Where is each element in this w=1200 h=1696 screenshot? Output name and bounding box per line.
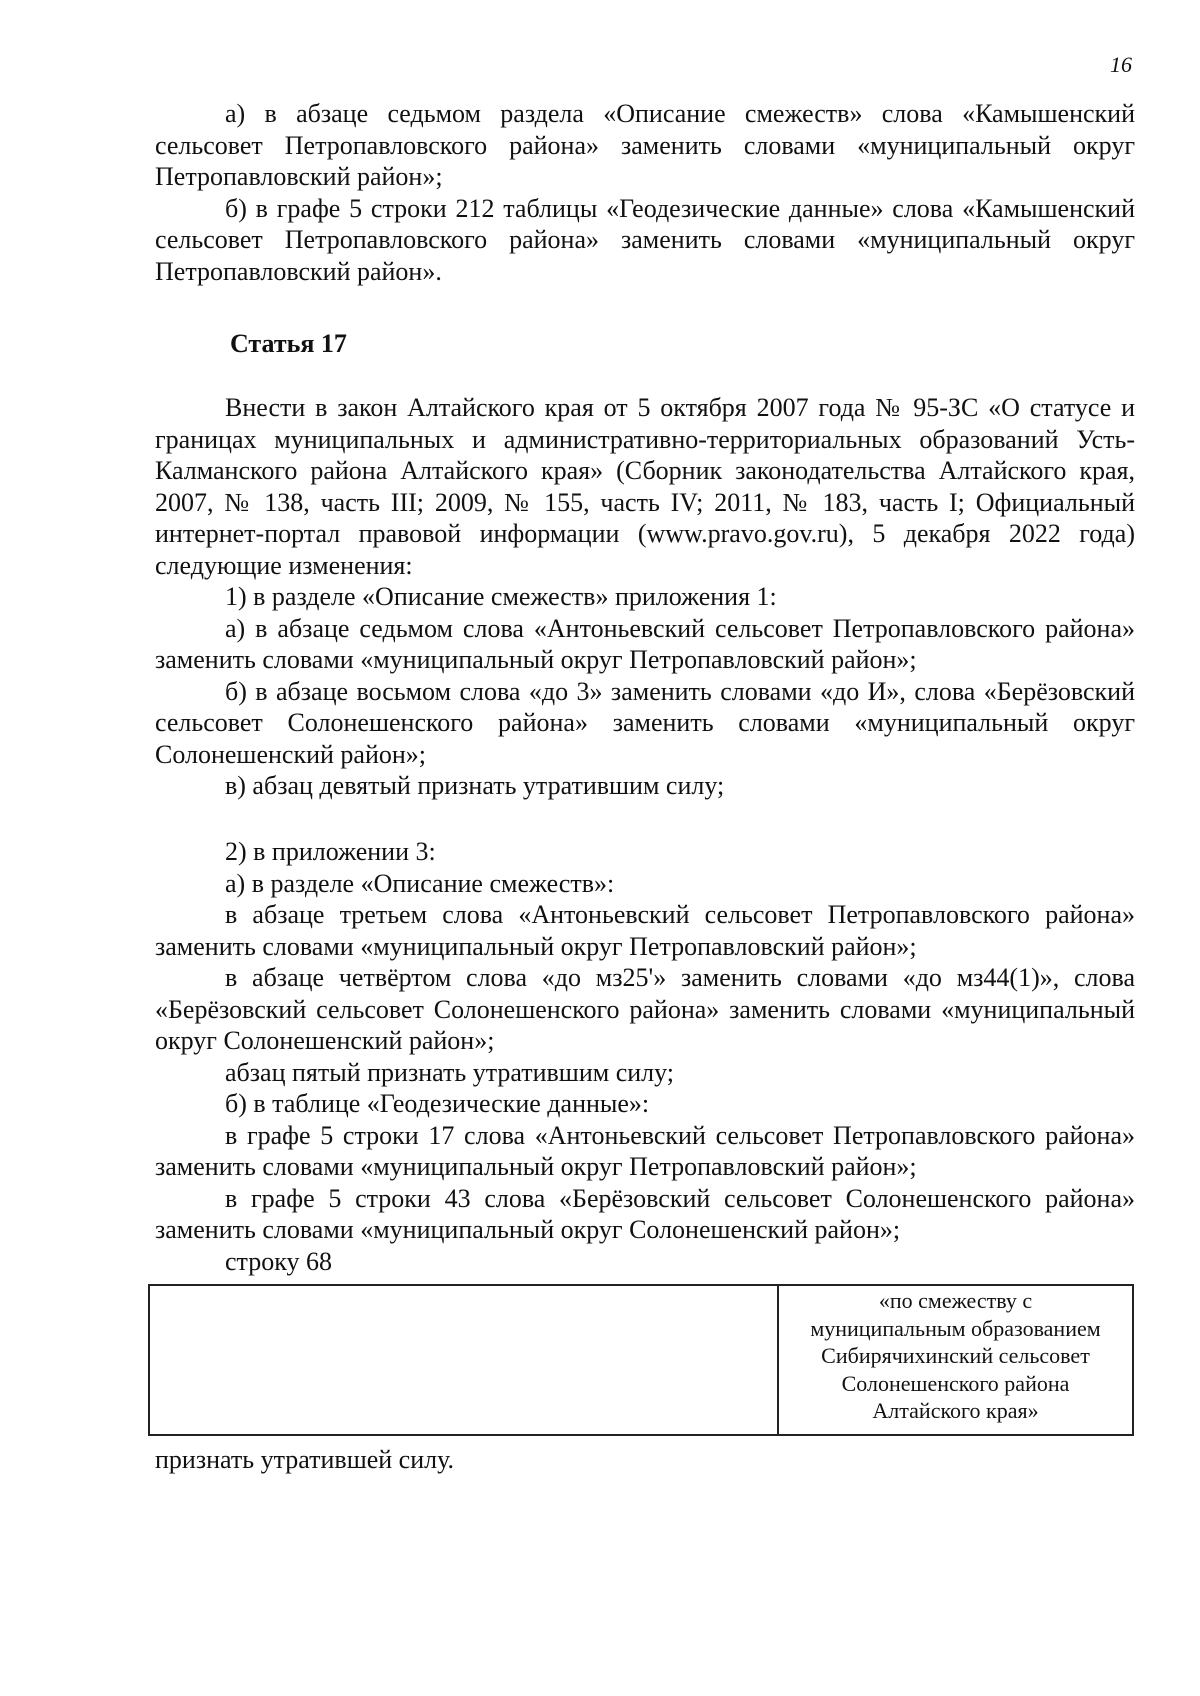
paragraph: а) в разделе «Описание смежеств»: bbox=[225, 868, 615, 898]
paragraph: а) в абзаце седьмом слова «Антоньевский сельсовет Петропавловского района» заменить словами «муниципальный округ Петропавловский район»; bbox=[155, 613, 1135, 674]
paragraph: в) абзац девятый признать утратившим силу; bbox=[225, 771, 725, 800]
paragraph: в абзаце третьем слова «Антоньевский сельсовет Петропавловского района» заменить словами «муниципальный округ Петропавловский район»; bbox=[155, 900, 1135, 961]
cell-line: «по смежеству с bbox=[878, 1288, 1033, 1313]
paragraph: б) в таблице «Геодезические данные»: bbox=[225, 1089, 650, 1118]
paragraph: 2) в приложении 3: bbox=[225, 837, 436, 866]
paragraph: а) в абзаце седьмом раздела «Описание смежеств» слова «Камышенский сельсовет Петропавловского района» заменить словами «муниципальный округ Петропавловский район»; bbox=[155, 99, 1135, 191]
paragraph: 1) в разделе «Описание смежеств» приложения 1: bbox=[225, 582, 777, 611]
paragraph: строку 68 bbox=[225, 1246, 332, 1276]
cell-line: муниципальным образованием bbox=[810, 1315, 1101, 1341]
table-cell-empty bbox=[149, 1285, 778, 1435]
appendix-3-block bbox=[155, 836, 1135, 1277]
amendments-block-1 bbox=[155, 98, 1135, 287]
article-17-intro bbox=[155, 392, 1135, 802]
cell-line: Солонешенского района bbox=[841, 1370, 1070, 1396]
paragraph: абзац пятый признать утратившим силу; bbox=[225, 1057, 675, 1087]
cell-line: Сибирячихинский сельсовет bbox=[821, 1343, 1090, 1368]
paragraph: в абзаце четвёртом слова «до мз25'» заменить словами «до мз44(1)», слова «Берёзовский сельсовет Солонешенского района» заменить словами «муниципальный округ Солонешенский район»; bbox=[155, 963, 1135, 1055]
table-cell-text bbox=[778, 1285, 1133, 1435]
article-heading-block bbox=[155, 328, 1135, 360]
page-number: 16 bbox=[1110, 52, 1132, 77]
final-statement: признать утратившей силу. bbox=[155, 1445, 454, 1474]
table-row bbox=[149, 1285, 1133, 1435]
paragraph: в графе 5 строки 17 слова «Антоньевский сельсовет Петропавловского района» заменить словами «муниципальный округ Петропавловский район»; bbox=[155, 1120, 1135, 1181]
paragraph: Внести в закон Алтайского края от 5 октября 2007 года № 95-ЗС «О статусе и границах муниципальных и административно-территориальных образований Усть-Калманского района Алтайского края» (Сборник законодательства Алтайского края, 2007, № 138, часть III; 2009, № 155, часть IV; 2011, № 183, часть I; Официальный интернет-портал правовой информации (www.pravo.gov.ru), 5 декабря 2022 года) следующие изменения: bbox=[155, 393, 1135, 580]
paragraph: в графе 5 строки 43 слова «Берёзовский сельсовет Солонешенского района» заменить словами «муниципальный округ Солонешенский район»; bbox=[155, 1183, 1135, 1244]
article-heading: Статья 17 bbox=[230, 329, 347, 358]
paragraph: б) в абзаце восьмом слова «до 3» заменить словами «до И», слова «Берёзовский сельсовет Солонешенского района» заменить словами «муниципальный округ Солонешенский район»; bbox=[155, 676, 1135, 769]
cell-line: Алтайского края» bbox=[872, 1398, 1039, 1423]
paragraph: б) в графе 5 строки 212 таблицы «Геодезические данные» слова «Камышенский сельсовет Петропавловского района» заменить словами «муниципальный округ Петропавловский район». bbox=[155, 193, 1135, 286]
row-68-table bbox=[148, 1284, 1134, 1436]
